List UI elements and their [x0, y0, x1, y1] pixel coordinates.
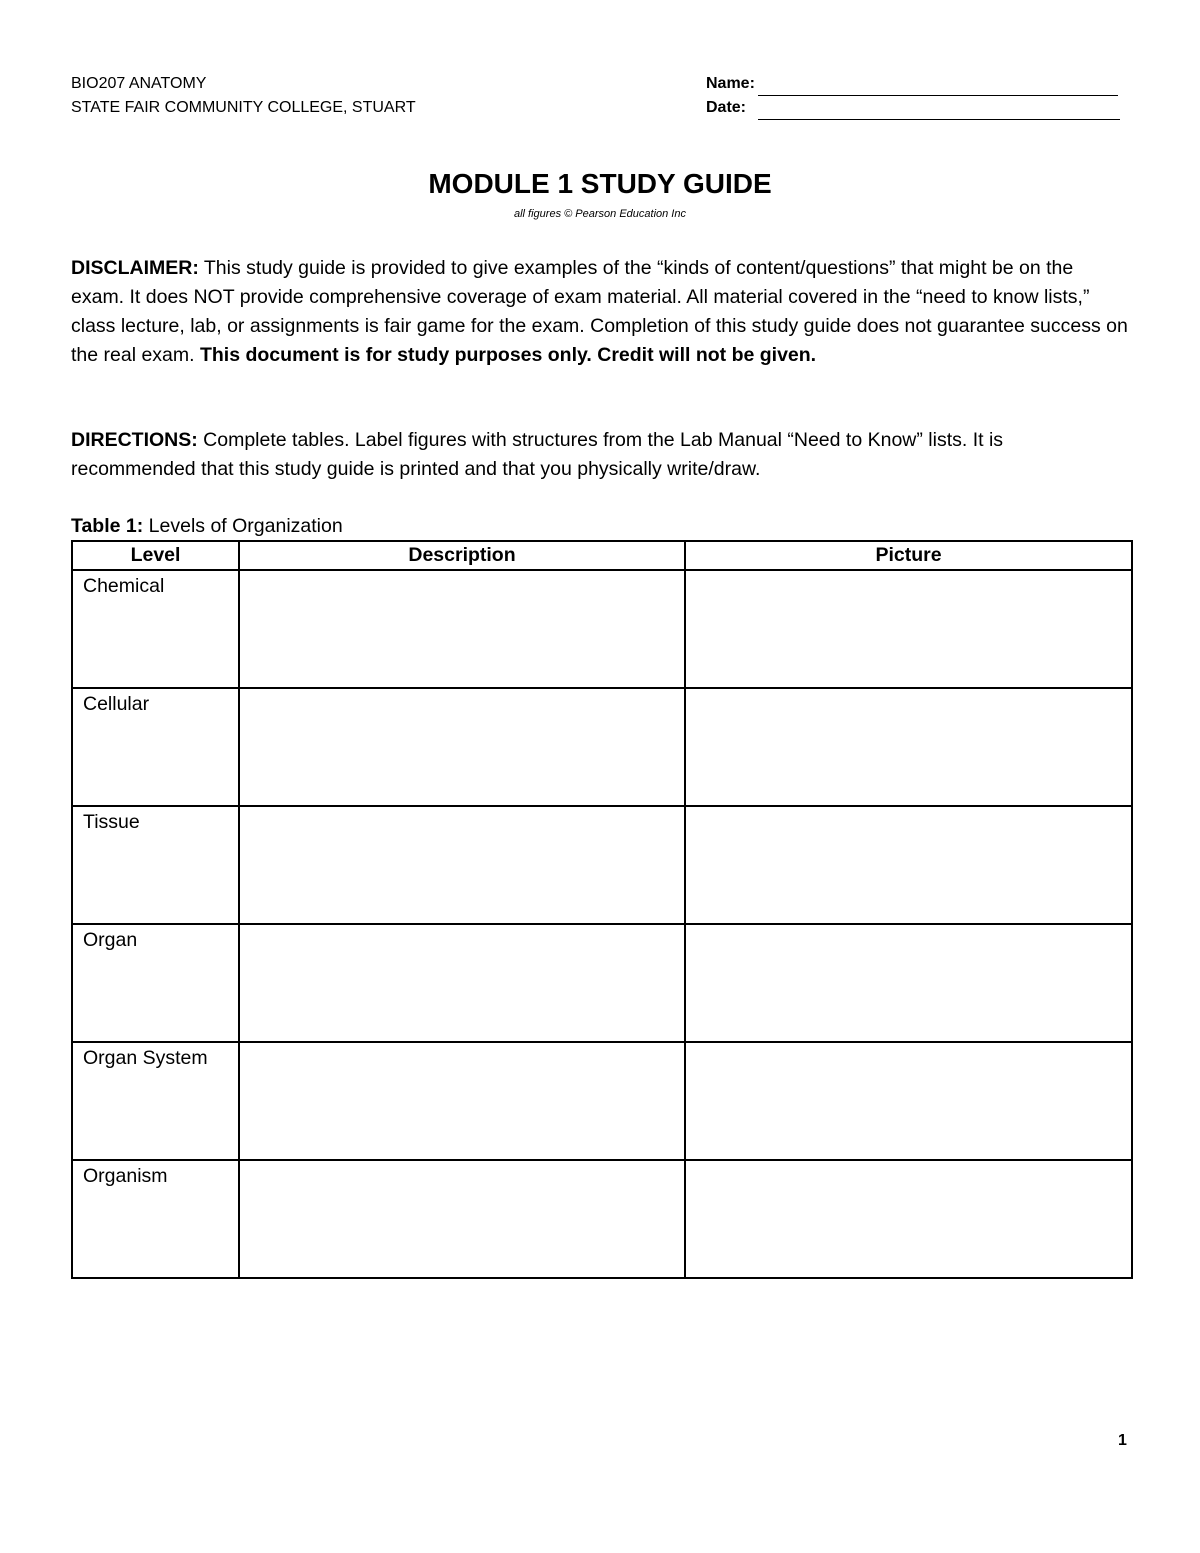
picture-cell[interactable] — [685, 1042, 1132, 1160]
directions-text: Complete tables. Label figures with structures from the Lab Manual “Need to Know” lists. It is recommended that this study guide is printed and that you physically write/draw. — [71, 429, 1004, 480]
picture-cell[interactable] — [685, 806, 1132, 924]
name-field — [706, 72, 1120, 96]
picture-cell[interactable] — [685, 1160, 1132, 1278]
disclaimer-bold-text: This document is for study purposes only. Credit will not be given. — [199, 344, 817, 366]
level-cell: Cellular — [72, 688, 239, 806]
name-label: Name: — [706, 75, 755, 92]
table-header-row — [72, 541, 1132, 570]
level-cell: Organ — [72, 924, 239, 1042]
course-title: BIO207 ANATOMY — [71, 75, 207, 92]
header-right — [706, 72, 1120, 120]
picture-cell[interactable] — [685, 570, 1132, 688]
description-cell[interactable] — [239, 1160, 685, 1278]
header-picture: Picture — [685, 541, 1132, 570]
disclaimer-label: DISCLAIMER: — [71, 257, 199, 279]
level-cell: Organ System — [72, 1042, 239, 1160]
page-title: MODULE 1 STUDY GUIDE — [428, 168, 772, 199]
picture-cell[interactable] — [685, 688, 1132, 806]
table-row — [72, 1042, 1132, 1160]
date-blank-line[interactable] — [758, 101, 1120, 120]
table-row — [72, 570, 1132, 688]
name-blank-line[interactable] — [758, 77, 1118, 96]
level-cell: Chemical — [72, 570, 239, 688]
college-name: STATE FAIR COMMUNITY COLLEGE, STUART — [71, 99, 416, 116]
level-cell: Organism — [72, 1160, 239, 1278]
description-cell[interactable] — [239, 570, 685, 688]
description-cell[interactable] — [239, 924, 685, 1042]
table-row — [72, 806, 1132, 924]
table-row — [72, 1160, 1132, 1278]
table-caption — [71, 513, 343, 539]
page-number: 1 — [1118, 1432, 1127, 1449]
description-cell[interactable] — [239, 1042, 685, 1160]
date-field — [706, 96, 1120, 120]
table-row — [72, 924, 1132, 1042]
picture-cell[interactable] — [685, 924, 1132, 1042]
description-cell[interactable] — [239, 806, 685, 924]
date-label: Date: — [706, 99, 747, 116]
disclaimer-text: This study guide is provided to give examples of the “kinds of content/questions” that might be on the exam. It does NOT provide comprehensive coverage of exam material. All material covered in the “need to know lists,” class lecture, lab, or assignments is fair game for the exam. Completion of this study guide does not guarantee success on the real exam. — [71, 257, 1128, 366]
header-level: Level — [72, 541, 239, 570]
levels-of-organization-table — [71, 540, 1133, 1279]
table-row — [72, 688, 1132, 806]
table-caption-label: Table 1: — [71, 515, 144, 537]
disclaimer-paragraph — [71, 254, 1131, 370]
description-cell[interactable] — [239, 688, 685, 806]
level-cell: Tissue — [72, 806, 239, 924]
header-left — [71, 72, 416, 120]
header-description: Description — [239, 541, 685, 570]
table-caption-text: Levels of Organization — [143, 515, 343, 537]
figure-credit: all figures © Pearson Education Inc — [514, 208, 686, 220]
directions-paragraph — [71, 426, 1131, 484]
directions-label: DIRECTIONS: — [71, 429, 198, 451]
